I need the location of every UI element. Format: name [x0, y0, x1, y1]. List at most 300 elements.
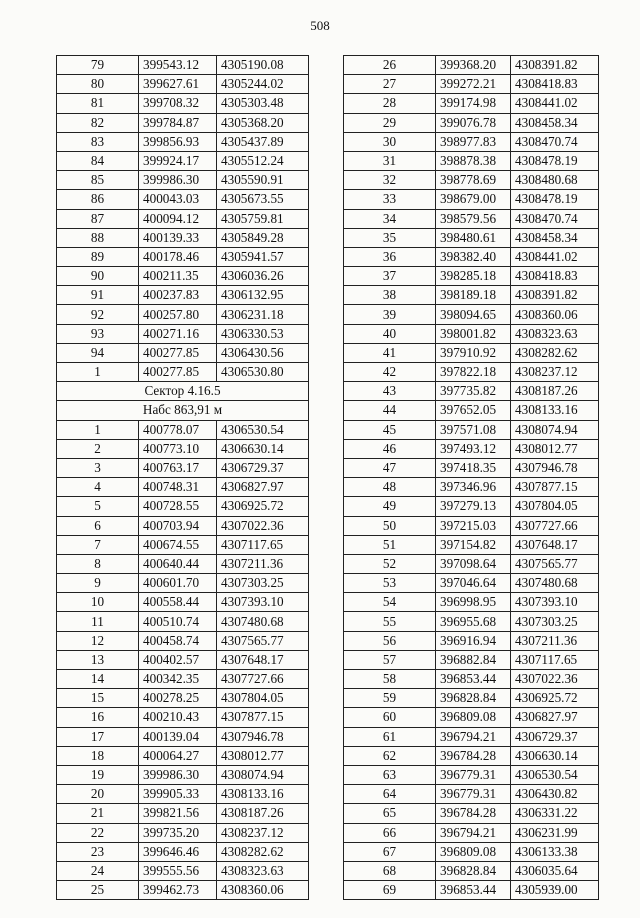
x-coordinate-cell: 400064.27 [139, 746, 217, 765]
table-row [344, 209, 599, 228]
point-number-cell: 6 [57, 516, 139, 535]
point-number-cell: 8 [57, 554, 139, 573]
x-coordinate-cell: 397279.13 [436, 497, 511, 516]
table-row [344, 593, 599, 612]
table-row [57, 94, 309, 113]
y-coordinate-cell: 4308074.94 [511, 420, 599, 439]
point-number-cell: 2 [57, 439, 139, 458]
x-coordinate-cell: 399924.17 [139, 151, 217, 170]
y-coordinate-cell: 4307648.17 [511, 535, 599, 554]
point-number-cell: 56 [344, 631, 436, 650]
sector-header-row [57, 401, 309, 420]
y-coordinate-cell: 4308323.63 [511, 324, 599, 343]
y-coordinate-cell: 4308478.19 [511, 151, 599, 170]
table-row [344, 151, 599, 170]
x-coordinate-cell: 397571.08 [436, 420, 511, 439]
point-number-cell: 64 [344, 785, 436, 804]
table-row [57, 113, 309, 132]
page-number: 508 [310, 18, 330, 33]
table-row [57, 823, 309, 842]
point-number-cell: 31 [344, 151, 436, 170]
x-coordinate-cell: 397493.12 [436, 439, 511, 458]
x-coordinate-cell: 398679.00 [436, 190, 511, 209]
x-coordinate-cell: 400139.04 [139, 727, 217, 746]
y-coordinate-cell: 4308187.26 [217, 804, 309, 823]
y-coordinate-cell: 4306330.53 [217, 324, 309, 343]
table-row [57, 324, 309, 343]
x-coordinate-cell: 398094.65 [436, 305, 511, 324]
x-coordinate-cell: 396828.84 [436, 689, 511, 708]
y-coordinate-cell: 4308074.94 [217, 765, 309, 784]
y-coordinate-cell: 4306231.99 [511, 823, 599, 842]
point-number-cell: 11 [57, 612, 139, 631]
table-row [344, 401, 599, 420]
point-number-cell: 53 [344, 574, 436, 593]
y-coordinate-cell: 4308470.74 [511, 132, 599, 151]
y-coordinate-cell: 4308187.26 [511, 382, 599, 401]
table-row [57, 171, 309, 190]
y-coordinate-cell: 4306630.14 [511, 746, 599, 765]
y-coordinate-cell: 4306530.54 [511, 765, 599, 784]
y-coordinate-cell: 4308360.06 [511, 305, 599, 324]
table-row [344, 132, 599, 151]
x-coordinate-cell: 400211.35 [139, 267, 217, 286]
table-row [57, 593, 309, 612]
point-number-cell: 50 [344, 516, 436, 535]
table-row [57, 132, 309, 151]
x-coordinate-cell: 396809.08 [436, 708, 511, 727]
x-coordinate-cell: 400342.35 [139, 670, 217, 689]
point-number-cell: 82 [57, 113, 139, 132]
table-row [57, 708, 309, 727]
x-coordinate-cell: 400210.43 [139, 708, 217, 727]
table-row [344, 228, 599, 247]
point-number-cell: 79 [57, 56, 139, 75]
point-number-cell: 35 [344, 228, 436, 247]
sector-title: Сектор 4.16.5 [57, 382, 309, 401]
x-coordinate-cell: 396784.28 [436, 746, 511, 765]
y-coordinate-cell: 4306729.37 [511, 727, 599, 746]
table-row [344, 439, 599, 458]
table-row [57, 746, 309, 765]
x-coordinate-cell: 400257.80 [139, 305, 217, 324]
point-number-cell: 7 [57, 535, 139, 554]
table-row [57, 305, 309, 324]
y-coordinate-cell: 4305941.57 [217, 247, 309, 266]
y-coordinate-cell: 4308391.82 [511, 56, 599, 75]
y-coordinate-cell: 4305512.24 [217, 151, 309, 170]
x-coordinate-cell: 397098.64 [436, 554, 511, 573]
x-coordinate-cell: 400139.33 [139, 228, 217, 247]
x-coordinate-cell: 400558.44 [139, 593, 217, 612]
table-row [344, 171, 599, 190]
table-row [344, 363, 599, 382]
table-row [344, 670, 599, 689]
y-coordinate-cell: 4308012.77 [511, 439, 599, 458]
point-number-cell: 1 [57, 363, 139, 382]
table-row [57, 842, 309, 861]
table-row [57, 535, 309, 554]
y-coordinate-cell: 4308323.63 [217, 861, 309, 880]
y-coordinate-cell: 4307804.05 [217, 689, 309, 708]
point-number-cell: 15 [57, 689, 139, 708]
x-coordinate-cell: 399627.61 [139, 75, 217, 94]
point-number-cell: 52 [344, 554, 436, 573]
point-number-cell: 40 [344, 324, 436, 343]
point-number-cell: 90 [57, 267, 139, 286]
x-coordinate-cell: 400763.17 [139, 458, 217, 477]
y-coordinate-cell: 4308418.83 [511, 267, 599, 286]
table-row [344, 842, 599, 861]
x-coordinate-cell: 400778.07 [139, 420, 217, 439]
point-number-cell: 41 [344, 343, 436, 362]
point-number-cell: 62 [344, 746, 436, 765]
y-coordinate-cell: 4305368.20 [217, 113, 309, 132]
x-coordinate-cell: 399368.20 [436, 56, 511, 75]
x-coordinate-cell: 398878.38 [436, 151, 511, 170]
table-row [344, 554, 599, 573]
table-row [57, 689, 309, 708]
x-coordinate-cell: 400640.44 [139, 554, 217, 573]
y-coordinate-cell: 4305849.28 [217, 228, 309, 247]
point-number-cell: 39 [344, 305, 436, 324]
point-number-cell: 43 [344, 382, 436, 401]
y-coordinate-cell: 4305590.91 [217, 171, 309, 190]
x-coordinate-cell: 399555.56 [139, 861, 217, 880]
table-row [344, 478, 599, 497]
point-number-cell: 47 [344, 458, 436, 477]
y-coordinate-cell: 4307211.36 [511, 631, 599, 650]
point-number-cell: 34 [344, 209, 436, 228]
point-number-cell: 24 [57, 861, 139, 880]
point-number-cell: 25 [57, 881, 139, 900]
y-coordinate-cell: 4308470.74 [511, 209, 599, 228]
table-row [57, 861, 309, 880]
point-number-cell: 32 [344, 171, 436, 190]
x-coordinate-cell: 399076.78 [436, 113, 511, 132]
point-number-cell: 69 [344, 881, 436, 900]
table-row [57, 56, 309, 75]
table-row [344, 689, 599, 708]
point-number-cell: 10 [57, 593, 139, 612]
table-row [344, 382, 599, 401]
y-coordinate-cell: 4307117.65 [511, 650, 599, 669]
x-coordinate-cell: 397418.35 [436, 458, 511, 477]
x-coordinate-cell: 399784.87 [139, 113, 217, 132]
y-coordinate-cell: 4307727.66 [217, 670, 309, 689]
table-row [344, 746, 599, 765]
table-row [57, 343, 309, 362]
table-row [57, 516, 309, 535]
y-coordinate-cell: 4305190.08 [217, 56, 309, 75]
y-coordinate-cell: 4306729.37 [217, 458, 309, 477]
x-coordinate-cell: 400271.16 [139, 324, 217, 343]
x-coordinate-cell: 396779.31 [436, 785, 511, 804]
y-coordinate-cell: 4307648.17 [217, 650, 309, 669]
table-row [344, 823, 599, 842]
y-coordinate-cell: 4305437.89 [217, 132, 309, 151]
y-coordinate-cell: 4305673.55 [217, 190, 309, 209]
table-row [57, 151, 309, 170]
point-number-cell: 89 [57, 247, 139, 266]
x-coordinate-cell: 397910.92 [436, 343, 511, 362]
table-row [344, 75, 599, 94]
x-coordinate-cell: 396784.28 [436, 804, 511, 823]
x-coordinate-cell: 400674.55 [139, 535, 217, 554]
point-number-cell: 19 [57, 765, 139, 784]
y-coordinate-cell: 4308418.83 [511, 75, 599, 94]
y-coordinate-cell: 4307877.15 [217, 708, 309, 727]
table-row [57, 209, 309, 228]
y-coordinate-cell: 4306530.80 [217, 363, 309, 382]
x-coordinate-cell: 400277.85 [139, 343, 217, 362]
point-number-cell: 55 [344, 612, 436, 631]
y-coordinate-cell: 4307211.36 [217, 554, 309, 573]
x-coordinate-cell: 399986.30 [139, 171, 217, 190]
table-row [344, 305, 599, 324]
table-row [344, 631, 599, 650]
y-coordinate-cell: 4305244.02 [217, 75, 309, 94]
point-number-cell: 28 [344, 94, 436, 113]
table-row [344, 574, 599, 593]
point-number-cell: 30 [344, 132, 436, 151]
table-row [57, 420, 309, 439]
y-coordinate-cell: 4308360.06 [217, 881, 309, 900]
point-number-cell: 91 [57, 286, 139, 305]
table-row [344, 785, 599, 804]
x-coordinate-cell: 399174.98 [436, 94, 511, 113]
point-number-cell: 36 [344, 247, 436, 266]
point-number-cell: 5 [57, 497, 139, 516]
table-row [344, 650, 599, 669]
point-number-cell: 54 [344, 593, 436, 612]
point-number-cell: 88 [57, 228, 139, 247]
point-number-cell: 67 [344, 842, 436, 861]
y-coordinate-cell: 4308391.82 [511, 286, 599, 305]
y-coordinate-cell: 4306132.95 [217, 286, 309, 305]
coordinates-table-left-body [57, 56, 309, 900]
x-coordinate-cell: 400402.57 [139, 650, 217, 669]
y-coordinate-cell: 4307480.68 [511, 574, 599, 593]
x-coordinate-cell: 400094.12 [139, 209, 217, 228]
y-coordinate-cell: 4306430.82 [511, 785, 599, 804]
y-coordinate-cell: 4306827.97 [217, 478, 309, 497]
x-coordinate-cell: 397735.82 [436, 382, 511, 401]
x-coordinate-cell: 398189.18 [436, 286, 511, 305]
point-number-cell: 22 [57, 823, 139, 842]
y-coordinate-cell: 4308441.02 [511, 247, 599, 266]
point-number-cell: 81 [57, 94, 139, 113]
y-coordinate-cell: 4308458.34 [511, 228, 599, 247]
y-coordinate-cell: 4308480.68 [511, 171, 599, 190]
point-number-cell: 4 [57, 478, 139, 497]
y-coordinate-cell: 4306035.64 [511, 861, 599, 880]
x-coordinate-cell: 400043.03 [139, 190, 217, 209]
x-coordinate-cell: 400728.55 [139, 497, 217, 516]
y-coordinate-cell: 4308441.02 [511, 94, 599, 113]
x-coordinate-cell: 400178.46 [139, 247, 217, 266]
x-coordinate-cell: 399708.32 [139, 94, 217, 113]
y-coordinate-cell: 4307946.78 [511, 458, 599, 477]
point-number-cell: 44 [344, 401, 436, 420]
y-coordinate-cell: 4307303.25 [511, 612, 599, 631]
point-number-cell: 86 [57, 190, 139, 209]
point-number-cell: 45 [344, 420, 436, 439]
y-coordinate-cell: 4306036.26 [217, 267, 309, 286]
table-row [57, 478, 309, 497]
point-number-cell: 33 [344, 190, 436, 209]
y-coordinate-cell: 4308282.62 [511, 343, 599, 362]
point-number-cell: 59 [344, 689, 436, 708]
table-row [344, 56, 599, 75]
x-coordinate-cell: 396794.21 [436, 823, 511, 842]
x-coordinate-cell: 400703.94 [139, 516, 217, 535]
x-coordinate-cell: 396998.95 [436, 593, 511, 612]
y-coordinate-cell: 4307480.68 [217, 612, 309, 631]
y-coordinate-cell: 4306430.56 [217, 343, 309, 362]
table-row [344, 267, 599, 286]
y-coordinate-cell: 4305939.00 [511, 881, 599, 900]
x-coordinate-cell: 399856.93 [139, 132, 217, 151]
x-coordinate-cell: 399821.56 [139, 804, 217, 823]
point-number-cell: 21 [57, 804, 139, 823]
x-coordinate-cell: 396794.21 [436, 727, 511, 746]
y-coordinate-cell: 4308478.19 [511, 190, 599, 209]
x-coordinate-cell: 398285.18 [436, 267, 511, 286]
y-coordinate-cell: 4307565.77 [217, 631, 309, 650]
point-number-cell: 49 [344, 497, 436, 516]
table-row [57, 727, 309, 746]
x-coordinate-cell: 400601.70 [139, 574, 217, 593]
y-coordinate-cell: 4306231.18 [217, 305, 309, 324]
y-coordinate-cell: 4307117.65 [217, 535, 309, 554]
table-row [57, 785, 309, 804]
table-row [57, 267, 309, 286]
y-coordinate-cell: 4307804.05 [511, 497, 599, 516]
table-row [57, 247, 309, 266]
y-coordinate-cell: 4307022.36 [217, 516, 309, 535]
y-coordinate-cell: 4306530.54 [217, 420, 309, 439]
coordinates-table-right-body [344, 56, 599, 900]
x-coordinate-cell: 396809.08 [436, 842, 511, 861]
y-coordinate-cell: 4306925.72 [217, 497, 309, 516]
table-row [57, 75, 309, 94]
point-number-cell: 9 [57, 574, 139, 593]
point-number-cell: 1 [57, 420, 139, 439]
y-coordinate-cell: 4308282.62 [217, 842, 309, 861]
x-coordinate-cell: 396828.84 [436, 861, 511, 880]
y-coordinate-cell: 4307565.77 [511, 554, 599, 573]
x-coordinate-cell: 396853.44 [436, 670, 511, 689]
x-coordinate-cell: 399905.33 [139, 785, 217, 804]
point-number-cell: 20 [57, 785, 139, 804]
x-coordinate-cell: 398977.83 [436, 132, 511, 151]
y-coordinate-cell: 4308237.12 [511, 363, 599, 382]
x-coordinate-cell: 397215.03 [436, 516, 511, 535]
point-number-cell: 27 [344, 75, 436, 94]
x-coordinate-cell: 398579.56 [436, 209, 511, 228]
x-coordinate-cell: 400748.31 [139, 478, 217, 497]
y-coordinate-cell: 4307946.78 [217, 727, 309, 746]
point-number-cell: 18 [57, 746, 139, 765]
y-coordinate-cell: 4306630.14 [217, 439, 309, 458]
table-row [57, 804, 309, 823]
point-number-cell: 12 [57, 631, 139, 650]
point-number-cell: 42 [344, 363, 436, 382]
point-number-cell: 26 [344, 56, 436, 75]
x-coordinate-cell: 397652.05 [436, 401, 511, 420]
y-coordinate-cell: 4308133.16 [217, 785, 309, 804]
point-number-cell: 37 [344, 267, 436, 286]
y-coordinate-cell: 4307022.36 [511, 670, 599, 689]
table-row [344, 497, 599, 516]
table-row [344, 420, 599, 439]
point-number-cell: 58 [344, 670, 436, 689]
x-coordinate-cell: 396882.84 [436, 650, 511, 669]
table-row [57, 363, 309, 382]
point-number-cell: 48 [344, 478, 436, 497]
y-coordinate-cell: 4305303.48 [217, 94, 309, 113]
table-row [57, 497, 309, 516]
point-number-cell: 94 [57, 343, 139, 362]
x-coordinate-cell: 397046.64 [436, 574, 511, 593]
table-row [57, 670, 309, 689]
table-row [57, 554, 309, 573]
point-number-cell: 61 [344, 727, 436, 746]
table-row [57, 458, 309, 477]
y-coordinate-cell: 4307393.10 [217, 593, 309, 612]
table-row [344, 94, 599, 113]
point-number-cell: 51 [344, 535, 436, 554]
x-coordinate-cell: 397346.96 [436, 478, 511, 497]
table-row [344, 113, 599, 132]
y-coordinate-cell: 4306925.72 [511, 689, 599, 708]
point-number-cell: 14 [57, 670, 139, 689]
table-row [344, 286, 599, 305]
point-number-cell: 46 [344, 439, 436, 458]
table-row [344, 881, 599, 900]
point-number-cell: 92 [57, 305, 139, 324]
x-coordinate-cell: 399735.20 [139, 823, 217, 842]
table-row [57, 881, 309, 900]
table-row [344, 727, 599, 746]
point-number-cell: 13 [57, 650, 139, 669]
x-coordinate-cell: 396779.31 [436, 765, 511, 784]
point-number-cell: 29 [344, 113, 436, 132]
table-row [57, 190, 309, 209]
coordinates-table-right [343, 55, 599, 900]
point-number-cell: 60 [344, 708, 436, 727]
table-row [57, 228, 309, 247]
y-coordinate-cell: 4305759.81 [217, 209, 309, 228]
x-coordinate-cell: 397154.82 [436, 535, 511, 554]
point-number-cell: 83 [57, 132, 139, 151]
y-coordinate-cell: 4307877.15 [511, 478, 599, 497]
point-number-cell: 84 [57, 151, 139, 170]
table-row [344, 708, 599, 727]
table-row [344, 804, 599, 823]
point-number-cell: 65 [344, 804, 436, 823]
x-coordinate-cell: 396916.94 [436, 631, 511, 650]
x-coordinate-cell: 400278.25 [139, 689, 217, 708]
x-coordinate-cell: 399986.30 [139, 765, 217, 784]
y-coordinate-cell: 4308237.12 [217, 823, 309, 842]
x-coordinate-cell: 398001.82 [436, 324, 511, 343]
point-number-cell: 16 [57, 708, 139, 727]
x-coordinate-cell: 398382.40 [436, 247, 511, 266]
table-row [57, 286, 309, 305]
y-coordinate-cell: 4307393.10 [511, 593, 599, 612]
